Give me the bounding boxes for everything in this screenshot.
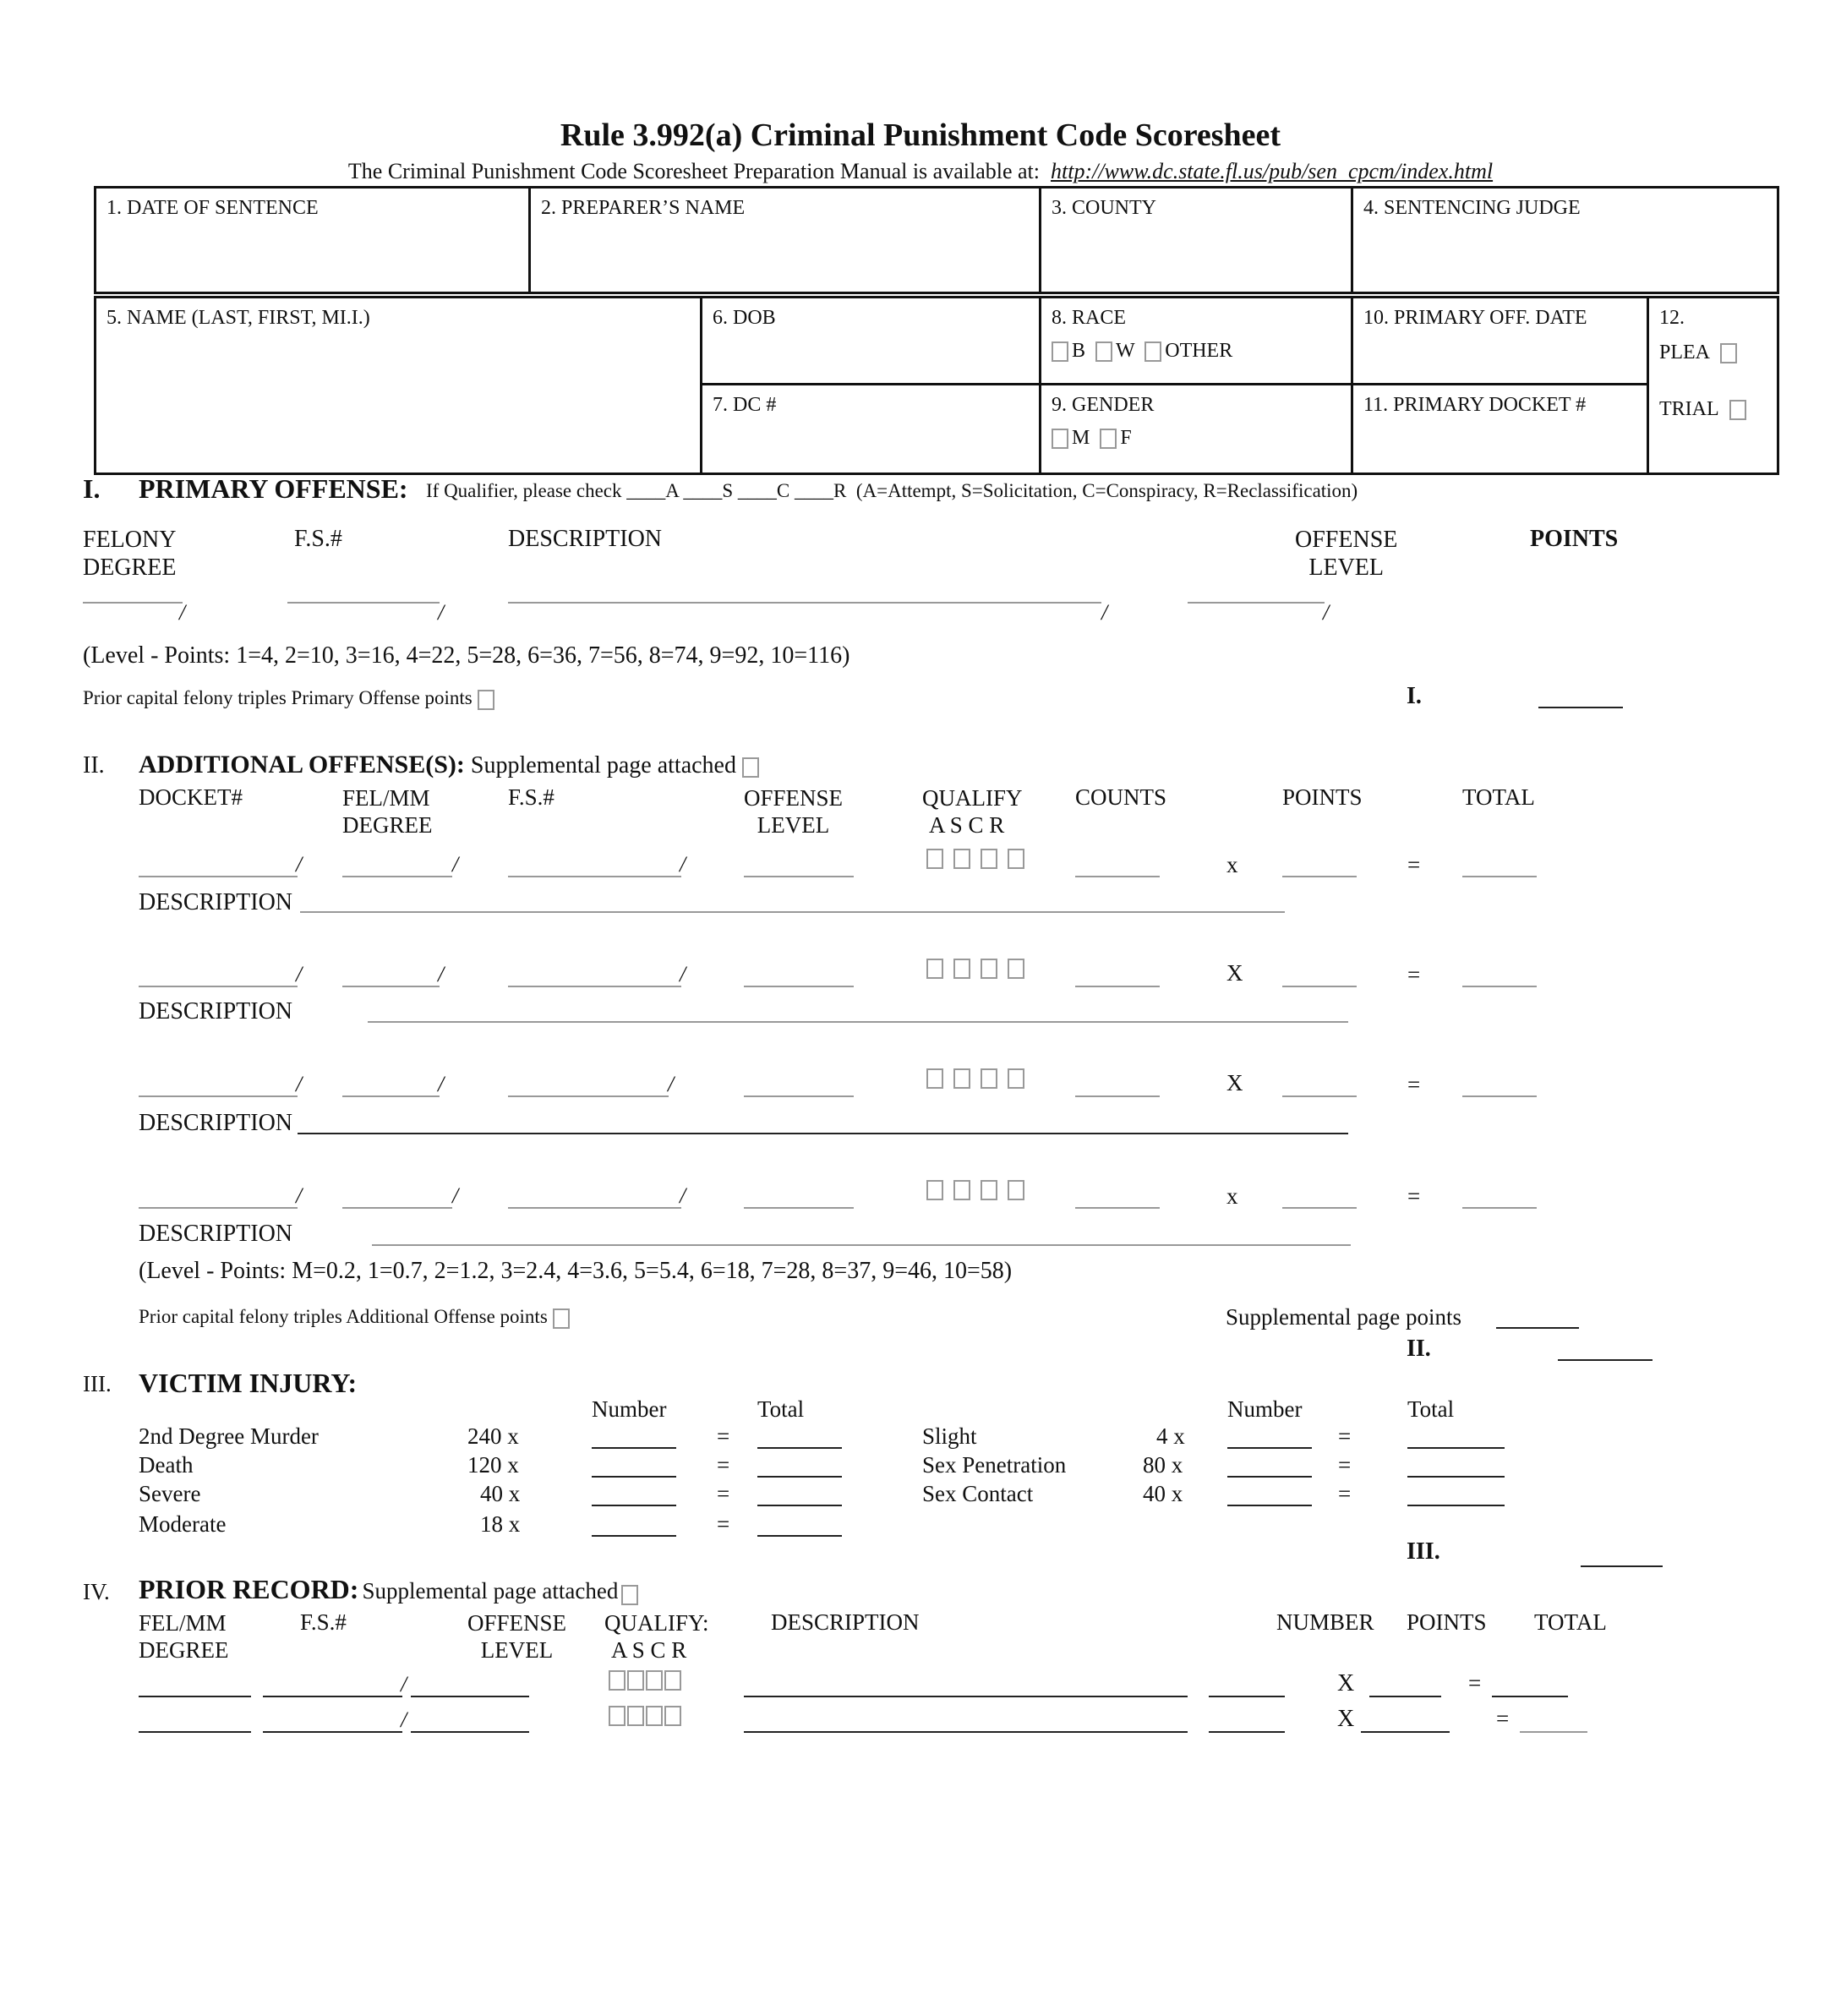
supplemental-points-input[interactable] [1496, 1327, 1579, 1329]
degree-input[interactable] [139, 1696, 251, 1697]
col2-fs: F.S.# [508, 784, 554, 810]
section-3-title: VICTIM INJURY: [139, 1368, 358, 1398]
qualifier-r-checkbox[interactable] [1008, 959, 1024, 979]
qualifier-boxes [609, 1706, 683, 1726]
number-input[interactable] [1209, 1731, 1285, 1733]
counts-input[interactable] [1075, 1207, 1160, 1209]
manual-link[interactable]: http://www.dc.state.fl.us/pub/sen_cpcm/index.html [1051, 159, 1494, 183]
gender-m-label: M [1072, 427, 1090, 449]
vi-number-input[interactable] [1227, 1447, 1312, 1449]
slash: / [438, 962, 445, 986]
col2-offense: OFFENSE [744, 785, 844, 811]
times-sign: X [1337, 1706, 1355, 1732]
section-4-supplemental-checkbox[interactable] [621, 1585, 638, 1605]
level-input[interactable] [411, 1731, 529, 1733]
slash: / [179, 600, 186, 625]
col-degree: DEGREE [83, 555, 177, 581]
col2-qualify-label: QUALIFY [922, 785, 1023, 811]
points-input[interactable] [1361, 1731, 1450, 1733]
equals-sign: = [1407, 852, 1421, 877]
slash: / [680, 852, 686, 877]
vi-multiplier: 40 x [1143, 1481, 1183, 1506]
primary-fs-input[interactable] [287, 602, 440, 604]
vi-total-input[interactable] [1407, 1505, 1505, 1506]
qualifier-prefix: If Qualifier, please check [426, 480, 622, 501]
number-input[interactable] [1209, 1696, 1285, 1697]
fs-input[interactable] [263, 1731, 402, 1733]
plea-checkbox[interactable] [1720, 343, 1737, 363]
description-input[interactable] [368, 1021, 1348, 1023]
dc-number-field[interactable] [700, 383, 1041, 475]
qualifier-a-checkbox[interactable] [609, 1670, 626, 1691]
qualifier-r-checkbox[interactable] [664, 1706, 681, 1726]
plea-trial-field [1647, 296, 1779, 475]
qualifier-a[interactable]: A [665, 480, 679, 501]
total-input[interactable] [1462, 986, 1537, 987]
vi-multiplier: 80 x [1143, 1452, 1183, 1478]
col4-qualify-label: QUALIFY: [604, 1610, 709, 1636]
fs-input[interactable] [508, 1207, 681, 1209]
description-label: DESCRIPTION [139, 1221, 293, 1247]
qualifier-boxes [926, 959, 1035, 979]
vi-multiplier: 240 x [467, 1423, 519, 1449]
vi-multiplier: 40 x [480, 1481, 521, 1506]
degree-input[interactable] [342, 1095, 440, 1097]
qualifier-line: If Qualifier, please check ____A ____S ____C ____R (A=Attempt, S=Solicitation, C=Conspiracy, R=Reclassification) [426, 480, 1358, 501]
qualifier-c-checkbox[interactable] [981, 1068, 997, 1089]
equals-sign: = [1407, 962, 1421, 987]
gender-label: 9. GENDER [1052, 394, 1155, 416]
qualifier-r-checkbox[interactable] [1008, 849, 1024, 869]
vi-multiplier: 120 x [467, 1452, 519, 1478]
qualifier-a-checkbox[interactable] [926, 1180, 943, 1200]
qualifier-c-checkbox[interactable] [981, 1180, 997, 1200]
slash: / [668, 1072, 675, 1096]
col4-ascr: A S C R [611, 1637, 687, 1663]
section-1-subtotal-label: I. [1407, 683, 1422, 709]
section-4-number: IV. [83, 1579, 110, 1604]
col4-felmm-degree [139, 1609, 228, 1664]
equals-sign: = [1496, 1706, 1510, 1731]
vi-number-input[interactable] [1227, 1505, 1312, 1506]
race-other-checkbox[interactable] [1144, 341, 1161, 362]
slash: / [680, 962, 686, 986]
points-input[interactable] [1369, 1696, 1441, 1697]
section-2-subtotal-input[interactable] [1558, 1359, 1653, 1361]
equals-sign: = [1338, 1423, 1352, 1449]
qualifier-s-checkbox[interactable] [627, 1670, 644, 1691]
qualifier-c[interactable]: C [776, 480, 790, 501]
vi-number-input[interactable] [592, 1476, 676, 1478]
qualifier-boxes [926, 849, 1035, 869]
qualifier-r[interactable]: R [833, 480, 847, 501]
race-label: 8. RACE [1052, 307, 1127, 329]
race-w-checkbox[interactable] [1095, 341, 1112, 362]
equals-sign: = [1407, 1072, 1421, 1097]
supplemental-points-label: Supplemental page points [1226, 1304, 1461, 1330]
slash: / [296, 1183, 303, 1208]
times-sign: x [1226, 852, 1238, 877]
slash: / [438, 1072, 445, 1096]
col4-offense: OFFENSE [467, 1610, 567, 1636]
trial-checkbox[interactable] [1729, 400, 1746, 420]
sentencing-judge-label: 4. SENTENCING JUDGE [1363, 197, 1581, 219]
docket-input[interactable] [139, 876, 298, 877]
qualifier-s-checkbox[interactable] [953, 1180, 970, 1200]
col4-number: NUMBER [1276, 1609, 1374, 1635]
total-input[interactable] [1462, 1207, 1537, 1209]
fs-input[interactable] [508, 1095, 669, 1097]
total-input[interactable] [1462, 876, 1537, 877]
additional-prior-capital-text: Prior capital felony triples Additional Offense points [139, 1306, 548, 1327]
dob-field[interactable] [700, 296, 1041, 385]
race-field [1039, 296, 1353, 385]
dc-number-label: 7. DC # [713, 394, 777, 416]
defendant-name-label: 5. NAME (LAST, FIRST, MI.I.) [107, 307, 370, 329]
description-input[interactable] [744, 1731, 1188, 1733]
slash: / [1323, 600, 1330, 625]
equals-sign: = [717, 1423, 730, 1449]
county-label: 3. COUNTY [1052, 197, 1156, 219]
times-sign: x [1226, 1183, 1238, 1209]
qualifier-r-checkbox[interactable] [664, 1670, 681, 1691]
col4-total: TOTAL [1534, 1609, 1607, 1635]
section-3-number: III. [83, 1371, 112, 1396]
subtitle-text: The Criminal Punishment Code Scoresheet Preparation Manual is available at: [347, 159, 1040, 183]
qualifier-c-checkbox[interactable] [981, 849, 997, 869]
degree-input[interactable] [342, 876, 452, 877]
equals-sign: = [1468, 1670, 1482, 1696]
col2-qualify [922, 784, 1023, 839]
qualifier-a-checkbox[interactable] [926, 959, 943, 979]
race-b-label: B [1072, 340, 1086, 362]
vi-multiplier: 4 x [1156, 1423, 1185, 1449]
dob-label: 6. DOB [713, 307, 776, 329]
col4-level: LEVEL [480, 1637, 554, 1663]
gender-f-label: F [1120, 427, 1132, 449]
times-sign: X [1226, 1070, 1243, 1095]
additional-level-points: (Level - Points: M=0.2, 1=0.7, 2=1.2, 3=2.4, 4=3.6, 5=5.4, 6=18, 7=28, 8=37, 9=46, 10=58) [139, 1258, 1013, 1284]
degree-input[interactable] [139, 1731, 251, 1733]
degree-input[interactable] [342, 1207, 452, 1209]
col4-offense-level [467, 1609, 566, 1664]
section-2-heading [139, 751, 762, 779]
section-2-supplemental-checkbox[interactable] [742, 757, 759, 778]
qualifier-c-checkbox[interactable] [646, 1706, 663, 1726]
col2-counts: COUNTS [1075, 784, 1167, 810]
vi-number-input[interactable] [592, 1505, 676, 1506]
primary-level-points: (Level - Points: 1=4, 2=10, 3=16, 4=22, 5=28, 6=36, 7=56, 8=74, 9=92, 10=116) [83, 642, 850, 669]
field-12-label: 12. [1659, 307, 1685, 329]
primary-degree-input[interactable] [83, 602, 183, 604]
race-w-label: W [1116, 340, 1135, 362]
date-of-sentence-label: 1. DATE OF SENTENCE [107, 197, 319, 219]
section-4-heading [139, 1574, 642, 1605]
primary-docket-label: 11. PRIMARY DOCKET # [1363, 394, 1587, 416]
slash: / [1101, 600, 1108, 625]
defendant-name-field[interactable] [94, 296, 702, 475]
additional-prior-capital-checkbox[interactable] [553, 1308, 570, 1329]
qualifier-r-checkbox[interactable] [1008, 1068, 1024, 1089]
equals-sign: = [717, 1511, 730, 1537]
description-label: DESCRIPTION [139, 889, 293, 915]
page-subtitle [0, 159, 1841, 184]
primary-level-input[interactable] [1188, 602, 1325, 604]
description-input[interactable] [298, 1133, 1348, 1134]
vi-multiplier: 18 x [480, 1511, 521, 1537]
section-2-subtotal-label: II. [1407, 1336, 1431, 1362]
qualifier-a-checkbox[interactable] [609, 1706, 626, 1726]
gender-field [1039, 383, 1353, 475]
equals-sign: = [717, 1452, 730, 1478]
fs-input[interactable] [508, 986, 681, 987]
slash: / [401, 1707, 407, 1732]
counts-input[interactable] [1075, 1095, 1160, 1097]
vi-label: Death [139, 1452, 194, 1478]
primary-prior-capital [83, 687, 498, 710]
col2-offense-level [744, 784, 843, 839]
slash: / [452, 852, 459, 877]
vi-number-input[interactable] [592, 1447, 676, 1449]
section-2-number: II. [83, 752, 105, 779]
docket-input[interactable] [139, 1207, 298, 1209]
col4-felmm: FEL/MM [139, 1610, 227, 1636]
level-input[interactable] [744, 986, 854, 987]
vi-total-input[interactable] [757, 1447, 842, 1449]
docket-input[interactable] [139, 986, 298, 987]
slash: / [438, 600, 445, 625]
qualifier-s-checkbox[interactable] [627, 1706, 644, 1726]
vi-label: 2nd Degree Murder [139, 1423, 319, 1449]
section-1-subtotal-input[interactable] [1538, 707, 1623, 708]
primary-off-date-label: 10. PRIMARY OFF. DATE [1363, 307, 1587, 329]
date-of-sentence-field[interactable] [94, 186, 531, 294]
section-3-subtotal-label: III. [1407, 1538, 1440, 1565]
total-input[interactable] [1492, 1696, 1568, 1697]
vi-total-input[interactable] [757, 1535, 842, 1537]
vi-right-total-header: Total [1407, 1396, 1455, 1422]
col4-qualify [604, 1609, 709, 1664]
level-input[interactable] [744, 876, 854, 877]
col4-points: POINTS [1407, 1609, 1487, 1635]
col2-degree: DEGREE [342, 812, 433, 838]
vi-total-input[interactable] [757, 1505, 842, 1506]
col-points: POINTS [1530, 526, 1619, 552]
equals-sign: = [1338, 1481, 1352, 1506]
col2-felmm: FEL/MM [342, 785, 430, 811]
primary-prior-capital-checkbox[interactable] [478, 690, 494, 710]
col-offense: OFFENSE [1295, 527, 1398, 553]
points-input[interactable] [1282, 986, 1357, 987]
slash: / [296, 1072, 303, 1096]
col4-fs: F.S.# [300, 1609, 347, 1635]
qualifier-c-checkbox[interactable] [646, 1670, 663, 1691]
primary-off-date-field[interactable] [1351, 296, 1649, 385]
fs-input[interactable] [508, 876, 681, 877]
vi-label: Sex Penetration [922, 1452, 1067, 1478]
points-input[interactable] [1282, 876, 1357, 877]
qualifier-r-checkbox[interactable] [1008, 1180, 1024, 1200]
trial-label: TRIAL [1659, 398, 1719, 420]
race-other-label: OTHER [1165, 340, 1233, 362]
qualifier-boxes [926, 1068, 1035, 1089]
county-field[interactable] [1039, 186, 1353, 294]
degree-input[interactable] [342, 986, 440, 987]
equals-sign: = [717, 1481, 730, 1506]
page-title: Rule 3.992(a) Criminal Punishment Code Scoresheet [560, 117, 1281, 153]
qualifier-c-checkbox[interactable] [981, 959, 997, 979]
race-b-checkbox[interactable] [1052, 341, 1068, 362]
points-input[interactable] [1282, 1207, 1357, 1209]
section-2-supplemental: Supplemental page attached [470, 752, 736, 779]
points-input[interactable] [1282, 1095, 1357, 1097]
level-input[interactable] [744, 1207, 854, 1209]
counts-input[interactable] [1075, 876, 1160, 877]
qualifier-a-checkbox[interactable] [926, 849, 943, 869]
total-input[interactable] [1462, 1095, 1537, 1097]
section-1-number: I. [83, 473, 101, 504]
description-input[interactable] [744, 1696, 1188, 1697]
col4-description: DESCRIPTION [771, 1609, 920, 1635]
preparer-name-field[interactable] [528, 186, 1041, 294]
description-input[interactable] [300, 911, 1285, 913]
vi-total-input[interactable] [1407, 1476, 1505, 1478]
slash: / [296, 852, 303, 877]
level-input[interactable] [411, 1696, 529, 1697]
vi-label: Moderate [139, 1511, 227, 1537]
qualifier-legend: (A=Attempt, S=Solicitation, C=Conspiracy, R=Reclassification) [855, 480, 1358, 501]
col2-docket: DOCKET# [139, 784, 243, 810]
gender-f-checkbox[interactable] [1100, 429, 1117, 449]
col2-ascr: A S C R [929, 812, 1005, 838]
vi-total-input[interactable] [1407, 1447, 1505, 1449]
fs-input[interactable] [263, 1696, 402, 1697]
qualifier-boxes [926, 1180, 1035, 1200]
slash: / [680, 1183, 686, 1208]
col2-total: TOTAL [1462, 784, 1535, 810]
primary-prior-capital-text: Prior capital felony triples Primary Offense points [83, 687, 473, 708]
vi-number-input[interactable] [1227, 1476, 1312, 1478]
qualifier-s-checkbox[interactable] [953, 1068, 970, 1089]
level-input[interactable] [744, 1095, 854, 1097]
section-4-supplemental: Supplemental page attached [362, 1578, 619, 1604]
primary-description-input[interactable] [508, 602, 1101, 604]
col4-degree: DEGREE [139, 1637, 229, 1663]
qualifier-s[interactable]: S [722, 480, 734, 501]
description-label: DESCRIPTION [139, 1110, 293, 1136]
col-felony-degree [83, 526, 176, 582]
vi-left-total-header: Total [757, 1396, 805, 1422]
col-description: DESCRIPTION [508, 526, 663, 552]
qualifier-boxes [609, 1670, 683, 1691]
description-input[interactable] [372, 1244, 1351, 1246]
col-offense-level [1295, 526, 1397, 582]
times-sign: X [1337, 1670, 1355, 1696]
gender-m-checkbox[interactable] [1052, 429, 1068, 449]
additional-prior-capital [139, 1306, 573, 1329]
slash: / [452, 1183, 459, 1208]
counts-input[interactable] [1075, 986, 1160, 987]
section-2-title: ADDITIONAL OFFENSE(S): [139, 751, 465, 779]
col2-points: POINTS [1282, 784, 1363, 810]
total-input[interactable] [1520, 1731, 1587, 1733]
vi-number-input[interactable] [592, 1535, 676, 1537]
section-4-title: PRIOR RECORD: [139, 1574, 359, 1604]
qualifier-a-checkbox[interactable] [926, 1068, 943, 1089]
equals-sign: = [1338, 1452, 1352, 1478]
vi-left-number-header: Number [592, 1396, 667, 1422]
col2-level: LEVEL [757, 812, 830, 838]
col-level: LEVEL [1308, 555, 1384, 581]
equals-sign: = [1407, 1183, 1421, 1209]
col2-felmm-degree [342, 784, 432, 839]
vi-label: Sex Contact [922, 1481, 1034, 1506]
qualifier-s-checkbox[interactable] [953, 849, 970, 869]
vi-total-input[interactable] [757, 1476, 842, 1478]
qualifier-s-checkbox[interactable] [953, 959, 970, 979]
sentencing-judge-field[interactable] [1351, 186, 1779, 294]
docket-input[interactable] [139, 1095, 298, 1097]
plea-label: PLEA [1659, 341, 1710, 363]
vi-label: Severe [139, 1481, 201, 1506]
section-3-subtotal-input[interactable] [1581, 1565, 1663, 1567]
slash: / [296, 962, 303, 986]
vi-right-number-header: Number [1227, 1396, 1303, 1422]
section-1-title: PRIMARY OFFENSE: [139, 473, 408, 504]
col-felony: FELONY [83, 527, 177, 553]
times-sign: X [1226, 960, 1243, 986]
col-fs: F.S.# [294, 526, 342, 552]
description-label: DESCRIPTION [139, 998, 293, 1024]
slash: / [401, 1672, 407, 1696]
preparer-name-label: 2. PREPARER’S NAME [541, 197, 746, 219]
vi-label: Slight [922, 1423, 977, 1449]
primary-docket-field[interactable] [1351, 383, 1649, 475]
